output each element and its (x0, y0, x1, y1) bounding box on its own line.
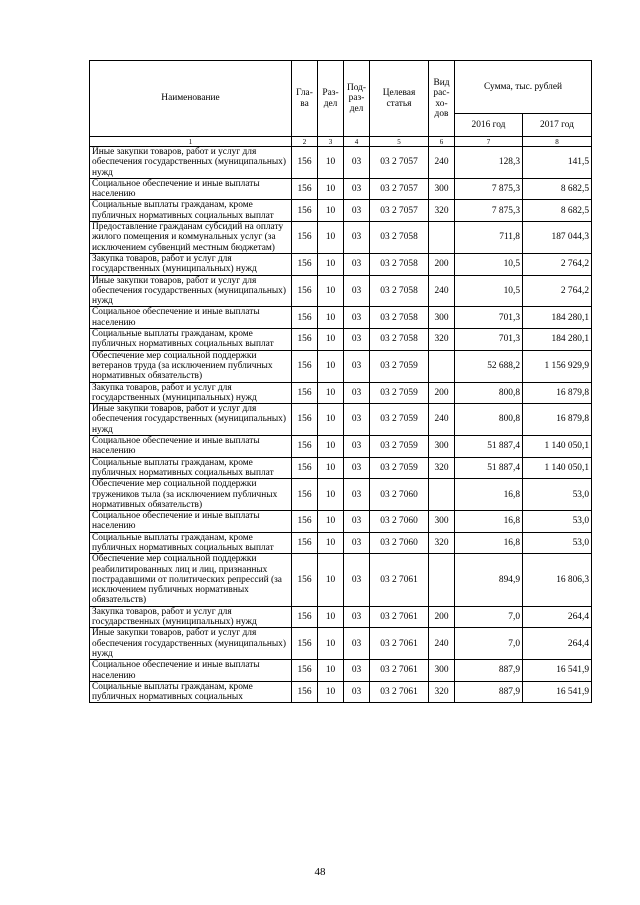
row-subsection: 03 (344, 660, 370, 682)
row-amount-2016: 7,0 (455, 628, 523, 660)
row-expense-type: 320 (429, 681, 455, 703)
row-target: 03 2 7061 (370, 660, 429, 682)
row-amount-2016: 7 875,3 (455, 178, 523, 200)
row-target: 03 2 7058 (370, 222, 429, 254)
row-expense-type: 240 (429, 147, 455, 179)
header-target: Целевая статья (370, 61, 429, 137)
row-section: 10 (318, 457, 344, 479)
row-expense-type: 320 (429, 329, 455, 351)
row-name: Социальные выплаты гражданам, кроме публичных нормативных социальных выплат (90, 200, 292, 222)
row-target: 03 2 7059 (370, 350, 429, 382)
row-expense-type: 240 (429, 404, 455, 436)
row-target: 03 2 7057 (370, 147, 429, 179)
row-amount-2017: 8 682,5 (523, 178, 592, 200)
table-body (90, 147, 592, 703)
row-amount-2017: 16 879,8 (523, 382, 592, 404)
table-row (90, 350, 592, 382)
row-amount-2017: 184 280,1 (523, 329, 592, 351)
row-expense-type (429, 479, 455, 511)
row-expense-type: 240 (429, 628, 455, 660)
row-chapter: 156 (292, 307, 318, 329)
row-amount-2016: 894,9 (455, 554, 523, 606)
column-number: 4 (344, 137, 370, 147)
row-name: Социальное обеспечение и иные выплаты населению (90, 307, 292, 329)
row-target: 03 2 7058 (370, 275, 429, 307)
row-name: Социальные выплаты гражданам, кроме публичных нормативных социальных выплат (90, 532, 292, 554)
row-target: 03 2 7061 (370, 606, 429, 628)
row-target: 03 2 7059 (370, 457, 429, 479)
row-amount-2017: 264,4 (523, 606, 592, 628)
row-subsection: 03 (344, 436, 370, 458)
row-amount-2017: 53,0 (523, 511, 592, 533)
row-amount-2017: 53,0 (523, 479, 592, 511)
row-chapter: 156 (292, 222, 318, 254)
row-section: 10 (318, 275, 344, 307)
column-number: 2 (292, 137, 318, 147)
row-name: Социальное обеспечение и иные выплаты населению (90, 511, 292, 533)
row-expense-type: 300 (429, 307, 455, 329)
row-name: Иные закупки товаров, работ и услуг для обеспечения государственных (муниципальных) нужд (90, 404, 292, 436)
row-target: 03 2 7060 (370, 511, 429, 533)
row-chapter: 156 (292, 479, 318, 511)
row-chapter: 156 (292, 200, 318, 222)
row-subsection: 03 (344, 275, 370, 307)
row-chapter: 156 (292, 554, 318, 606)
table-row (90, 511, 592, 533)
row-amount-2017: 264,4 (523, 628, 592, 660)
row-section: 10 (318, 404, 344, 436)
row-section: 10 (318, 436, 344, 458)
table-row (90, 660, 592, 682)
row-amount-2017: 2 764,2 (523, 275, 592, 307)
row-chapter: 156 (292, 511, 318, 533)
row-amount-2016: 16,8 (455, 479, 523, 511)
row-amount-2016: 701,3 (455, 329, 523, 351)
row-expense-type: 300 (429, 511, 455, 533)
table-row (90, 307, 592, 329)
row-chapter: 156 (292, 436, 318, 458)
row-amount-2016: 887,9 (455, 681, 523, 703)
row-name: Социальное обеспечение и иные выплаты населению (90, 660, 292, 682)
row-subsection: 03 (344, 628, 370, 660)
budget-table (89, 60, 592, 703)
row-amount-2017: 16 541,9 (523, 681, 592, 703)
row-section: 10 (318, 222, 344, 254)
row-name: Обеспечение мер социальной поддержки ветеранов труда (за исключением публичных нормативных обязательств) (90, 350, 292, 382)
row-amount-2017: 187 044,3 (523, 222, 592, 254)
row-section: 10 (318, 511, 344, 533)
row-expense-type (429, 222, 455, 254)
header-year-2017: 2017 год (523, 114, 592, 137)
header-chapter: Гла-ва (292, 61, 318, 137)
row-subsection: 03 (344, 222, 370, 254)
row-target: 03 2 7061 (370, 628, 429, 660)
header-section: Раз-дел (318, 61, 344, 137)
row-target: 03 2 7060 (370, 479, 429, 511)
row-chapter: 156 (292, 660, 318, 682)
row-amount-2016: 887,9 (455, 660, 523, 682)
row-subsection: 03 (344, 681, 370, 703)
row-section: 10 (318, 253, 344, 275)
row-expense-type: 240 (429, 275, 455, 307)
row-amount-2016: 701,3 (455, 307, 523, 329)
row-target: 03 2 7059 (370, 404, 429, 436)
row-chapter: 156 (292, 329, 318, 351)
row-amount-2016: 800,8 (455, 382, 523, 404)
column-number: 8 (523, 137, 592, 147)
row-subsection: 03 (344, 532, 370, 554)
row-target: 03 2 7058 (370, 329, 429, 351)
column-number: 6 (429, 137, 455, 147)
column-number: 3 (318, 137, 344, 147)
row-expense-type: 300 (429, 178, 455, 200)
header-expense-type: Вид рас-хо-дов (429, 61, 455, 137)
row-expense-type: 320 (429, 457, 455, 479)
header-subsection: Под-раз-дел (344, 61, 370, 137)
row-amount-2017: 184 280,1 (523, 307, 592, 329)
row-name: Обеспечение мер социальной поддержки тружеников тыла (за исключением публичных нормативных обязательств) (90, 479, 292, 511)
table-row (90, 436, 592, 458)
row-expense-type: 200 (429, 253, 455, 275)
row-section: 10 (318, 606, 344, 628)
row-subsection: 03 (344, 511, 370, 533)
row-expense-type: 300 (429, 436, 455, 458)
row-expense-type (429, 554, 455, 606)
table-row (90, 606, 592, 628)
row-subsection: 03 (344, 404, 370, 436)
row-name: Предоставление гражданам субсидий на оплату жилого помещения и коммунальных услуг (за исключением субвенций местным бюджетам) (90, 222, 292, 254)
row-target: 03 2 7060 (370, 532, 429, 554)
row-section: 10 (318, 350, 344, 382)
row-amount-2016: 51 887,4 (455, 436, 523, 458)
row-name: Социальные выплаты гражданам, кроме публичных нормативных социальных (90, 681, 292, 703)
table-row (90, 404, 592, 436)
table-row (90, 200, 592, 222)
header-name: Наименование (90, 61, 292, 137)
row-section: 10 (318, 479, 344, 511)
row-name: Иные закупки товаров, работ и услуг для обеспечения государственных (муниципальных) нужд (90, 628, 292, 660)
row-name: Иные закупки товаров, работ и услуг для обеспечения государственных (муниципальных) нужд (90, 147, 292, 179)
table-row (90, 628, 592, 660)
row-chapter: 156 (292, 350, 318, 382)
row-amount-2016: 7,0 (455, 606, 523, 628)
row-chapter: 156 (292, 457, 318, 479)
row-section: 10 (318, 532, 344, 554)
row-section: 10 (318, 628, 344, 660)
row-amount-2017: 16 806,3 (523, 554, 592, 606)
row-chapter: 156 (292, 628, 318, 660)
row-target: 03 2 7058 (370, 253, 429, 275)
row-subsection: 03 (344, 382, 370, 404)
row-expense-type (429, 350, 455, 382)
row-expense-type: 320 (429, 200, 455, 222)
table-row (90, 479, 592, 511)
row-name: Закупка товаров, работ и услуг для государственных (муниципальных) нужд (90, 606, 292, 628)
row-subsection: 03 (344, 329, 370, 351)
row-target: 03 2 7059 (370, 436, 429, 458)
table-row (90, 382, 592, 404)
row-subsection: 03 (344, 147, 370, 179)
row-amount-2017: 1 140 050,1 (523, 457, 592, 479)
row-subsection: 03 (344, 307, 370, 329)
row-chapter: 156 (292, 178, 318, 200)
column-number: 7 (455, 137, 523, 147)
row-chapter: 156 (292, 606, 318, 628)
header-sum: Сумма, тыс. рублей (455, 61, 592, 114)
row-subsection: 03 (344, 200, 370, 222)
row-amount-2017: 2 764,2 (523, 253, 592, 275)
row-amount-2017: 16 879,8 (523, 404, 592, 436)
row-target: 03 2 7057 (370, 178, 429, 200)
row-chapter: 156 (292, 382, 318, 404)
row-name: Закупка товаров, работ и услуг для государственных (муниципальных) нужд (90, 382, 292, 404)
row-chapter: 156 (292, 681, 318, 703)
row-expense-type: 200 (429, 606, 455, 628)
row-subsection: 03 (344, 606, 370, 628)
row-amount-2017: 8 682,5 (523, 200, 592, 222)
table-row (90, 147, 592, 179)
row-section: 10 (318, 554, 344, 606)
row-amount-2016: 10,5 (455, 275, 523, 307)
row-amount-2016: 7 875,3 (455, 200, 523, 222)
table-row (90, 554, 592, 606)
row-section: 10 (318, 307, 344, 329)
row-chapter: 156 (292, 275, 318, 307)
table-row (90, 681, 592, 703)
row-chapter: 156 (292, 147, 318, 179)
column-number: 1 (90, 137, 292, 147)
row-target: 03 2 7057 (370, 200, 429, 222)
row-name: Социальное обеспечение и иные выплаты населению (90, 178, 292, 200)
row-amount-2017: 1 140 050,1 (523, 436, 592, 458)
row-subsection: 03 (344, 350, 370, 382)
row-subsection: 03 (344, 457, 370, 479)
row-target: 03 2 7059 (370, 382, 429, 404)
row-amount-2016: 16,8 (455, 511, 523, 533)
table-row (90, 275, 592, 307)
row-name: Закупка товаров, работ и услуг для государственных (муниципальных) нужд (90, 253, 292, 275)
row-section: 10 (318, 200, 344, 222)
row-subsection: 03 (344, 554, 370, 606)
row-target: 03 2 7061 (370, 554, 429, 606)
table-row (90, 532, 592, 554)
row-name: Социальные выплаты гражданам, кроме публичных нормативных социальных выплат (90, 457, 292, 479)
page-number: 48 (314, 866, 326, 878)
row-amount-2017: 53,0 (523, 532, 592, 554)
row-target: 03 2 7058 (370, 307, 429, 329)
row-amount-2016: 711,8 (455, 222, 523, 254)
row-subsection: 03 (344, 479, 370, 511)
table-row (90, 178, 592, 200)
row-name: Социальное обеспечение и иные выплаты населению (90, 436, 292, 458)
table-row (90, 457, 592, 479)
row-section: 10 (318, 660, 344, 682)
row-expense-type: 200 (429, 382, 455, 404)
row-chapter: 156 (292, 253, 318, 275)
row-amount-2016: 800,8 (455, 404, 523, 436)
row-amount-2016: 16,8 (455, 532, 523, 554)
row-expense-type: 320 (429, 532, 455, 554)
row-amount-2017: 1 156 929,9 (523, 350, 592, 382)
row-expense-type: 300 (429, 660, 455, 682)
table-row (90, 253, 592, 275)
row-chapter: 156 (292, 532, 318, 554)
row-amount-2017: 16 541,9 (523, 660, 592, 682)
row-amount-2016: 52 688,2 (455, 350, 523, 382)
row-name: Социальные выплаты гражданам, кроме публичных нормативных социальных выплат (90, 329, 292, 351)
row-amount-2016: 51 887,4 (455, 457, 523, 479)
row-target: 03 2 7061 (370, 681, 429, 703)
row-section: 10 (318, 329, 344, 351)
row-section: 10 (318, 681, 344, 703)
column-number: 5 (370, 137, 429, 147)
row-name: Обеспечение мер социальной поддержки реабилитированных лиц и лиц, признанных пострадавшими от политических репрессий (за исключением публичных нормативных обязательств) (90, 554, 292, 606)
row-subsection: 03 (344, 253, 370, 275)
row-section: 10 (318, 178, 344, 200)
row-amount-2016: 128,3 (455, 147, 523, 179)
row-subsection: 03 (344, 178, 370, 200)
table-row (90, 329, 592, 351)
row-section: 10 (318, 382, 344, 404)
row-chapter: 156 (292, 404, 318, 436)
row-section: 10 (318, 147, 344, 179)
row-amount-2017: 141,5 (523, 147, 592, 179)
row-name: Иные закупки товаров, работ и услуг для обеспечения государственных (муниципальных) нужд (90, 275, 292, 307)
row-amount-2016: 10,5 (455, 253, 523, 275)
header-year-2016: 2016 год (455, 114, 523, 137)
table-row (90, 222, 592, 254)
